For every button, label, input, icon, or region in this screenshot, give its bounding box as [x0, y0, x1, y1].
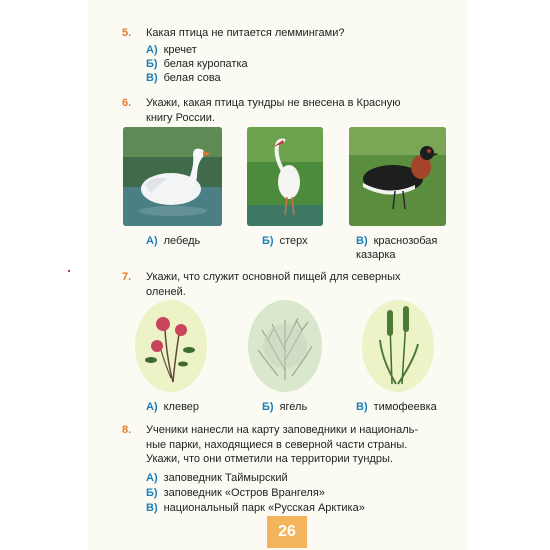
q7-option-a[interactable]	[146, 400, 199, 414]
question-text: Какая птица не питается леммингами?	[146, 27, 345, 39]
option-text: кречет	[163, 44, 197, 56]
timothy-grass-illustration	[362, 300, 434, 392]
swan-photo	[123, 127, 222, 226]
option-letter: А)	[146, 235, 158, 247]
question-text-line2: оленей.	[146, 285, 186, 298]
question-8	[122, 423, 452, 467]
option-letter: В)	[356, 401, 368, 413]
option-letter: Б)	[146, 58, 158, 70]
option-text: национальный парк «Русская Арктика»	[163, 502, 365, 514]
q6-option-c[interactable]	[356, 234, 437, 262]
red-breasted-goose-photo	[349, 127, 446, 226]
page-number: 26	[267, 516, 307, 548]
q7-option-b[interactable]	[262, 400, 307, 414]
q5-option-c[interactable]	[146, 71, 221, 85]
question-text-line2: ные парки, находящиеся в северной части страны.	[146, 438, 408, 451]
option-text: стерх	[279, 235, 308, 247]
white-crane-photo	[247, 127, 323, 226]
option-text: заповедник «Остров Врангеля»	[163, 487, 325, 499]
q8-option-a[interactable]	[146, 471, 288, 485]
option-letter: Б)	[262, 401, 274, 413]
question-text: Укажи, что служит основной пищей для северных	[146, 271, 401, 283]
question-5	[122, 26, 452, 41]
question-text-line2: книгу России.	[146, 111, 215, 124]
option-letter: А)	[146, 472, 158, 484]
question-number: 8.	[122, 424, 132, 436]
option-text: лебедь	[163, 235, 201, 247]
page-margin-right	[468, 0, 550, 550]
q6-option-a[interactable]	[146, 234, 200, 248]
q8-option-b[interactable]	[146, 486, 325, 500]
question-6	[122, 96, 452, 125]
question-7	[122, 270, 452, 299]
option-letter: Б)	[146, 487, 158, 499]
q6-option-b[interactable]	[262, 234, 308, 248]
option-text: белая куропатка	[163, 58, 248, 70]
option-letter: В)	[146, 502, 158, 514]
option-text: заповедник Таймырский	[163, 472, 288, 484]
q8-option-c[interactable]	[146, 501, 365, 515]
question-number: 5.	[122, 27, 132, 39]
option-text: ягель	[279, 401, 308, 413]
q5-option-b[interactable]	[146, 57, 248, 71]
question-text-line3: Укажи, что они отметили на территории тундры.	[146, 453, 393, 465]
option-letter: А)	[146, 44, 158, 56]
option-letter: В)	[146, 72, 158, 84]
option-text: тимофеевка	[373, 401, 437, 413]
page-margin-left	[0, 0, 88, 550]
option-letter: А)	[146, 401, 158, 413]
option-text: клевер	[163, 401, 200, 413]
clover-illustration	[135, 300, 207, 392]
margin-mark	[68, 270, 70, 272]
question-number: 7.	[122, 271, 132, 283]
question-text: Укажи, какая птица тундры не внесена в Красную	[146, 97, 401, 109]
q7-option-c[interactable]	[356, 400, 437, 414]
option-letter: Б)	[262, 235, 274, 247]
option-text: краснозобая	[373, 235, 438, 247]
question-text: Ученики нанесли на карту заповедники и националь-	[146, 424, 419, 436]
option-text-line2: казарка	[356, 249, 396, 261]
lichen-illustration	[248, 300, 322, 392]
option-letter: В)	[356, 235, 368, 247]
option-text: белая сова	[163, 72, 221, 84]
question-number: 6.	[122, 97, 132, 109]
q5-option-a[interactable]	[146, 43, 197, 57]
